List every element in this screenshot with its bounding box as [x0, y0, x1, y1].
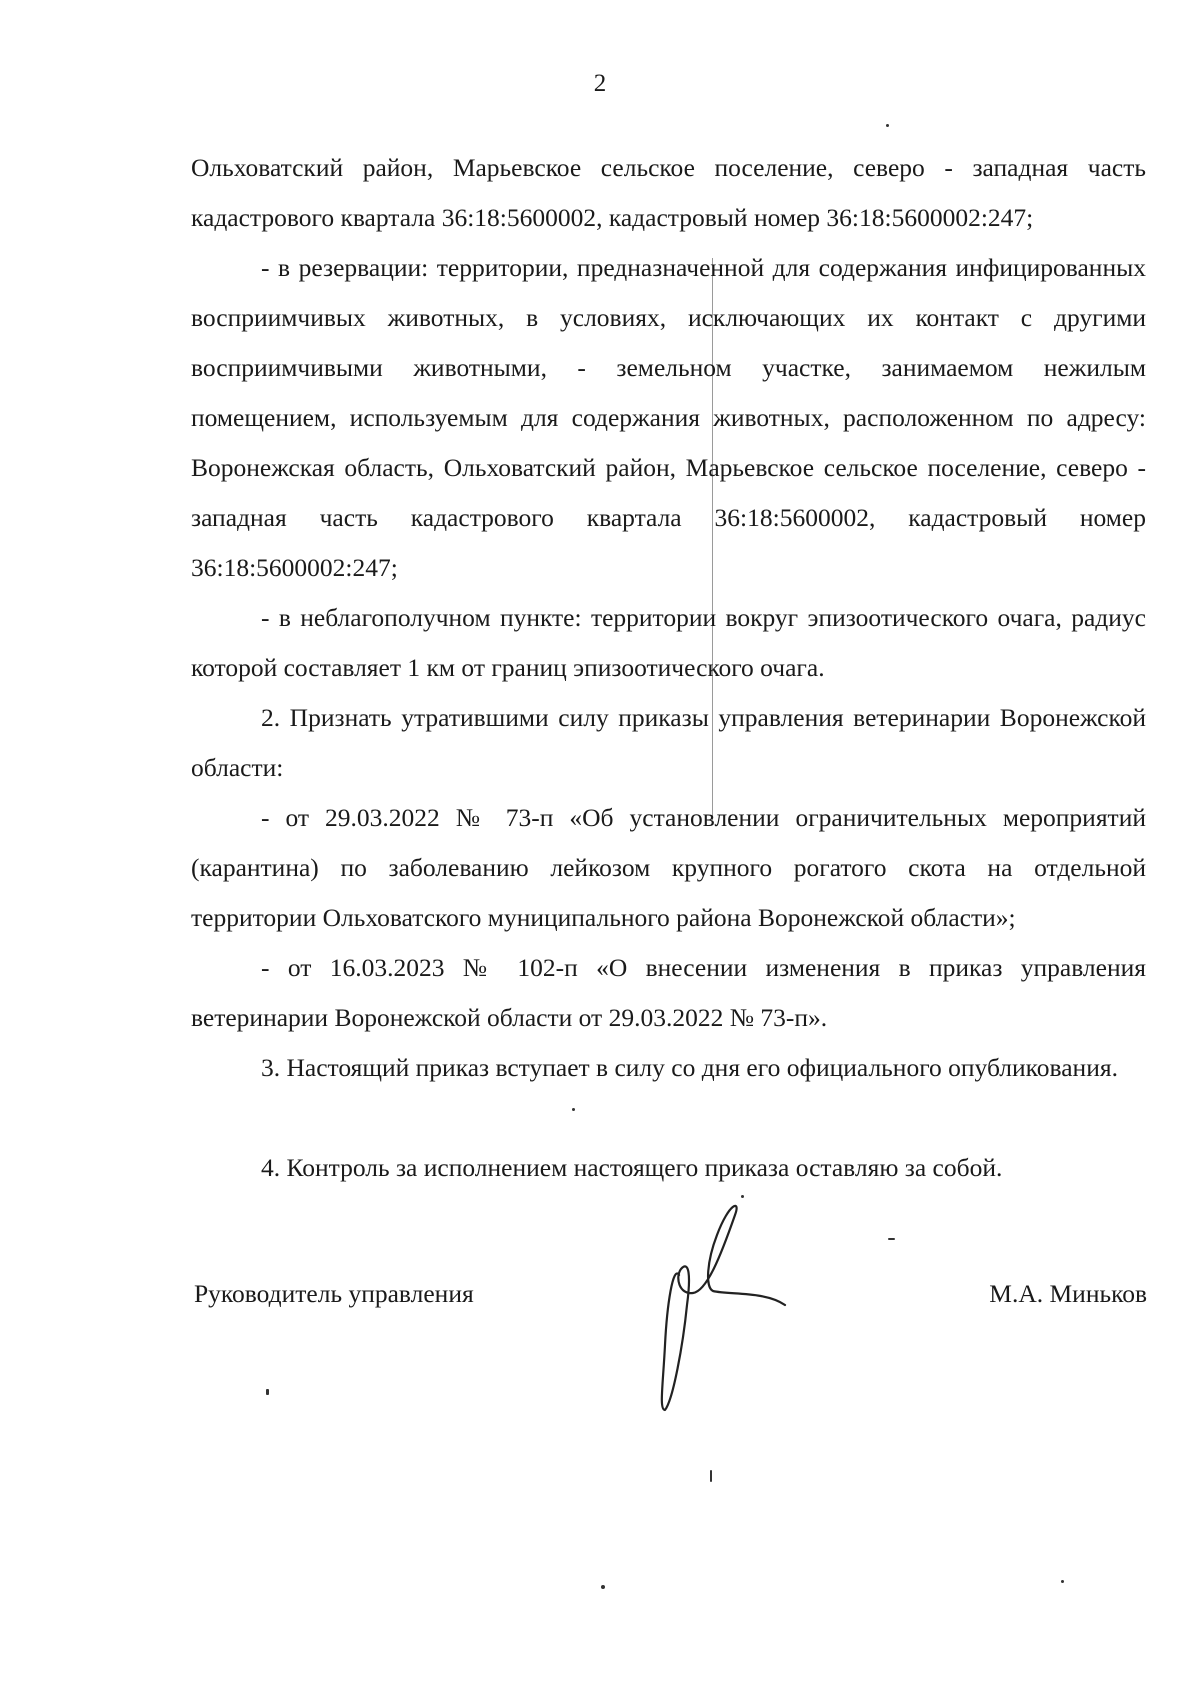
paragraph-continuation: Ольховатский район, Марьевское сельское поселение, северо - западная часть кадастрового квартала 36:18:5600002, кадастровый номер 36:18:5600002:247;: [191, 153, 1146, 232]
scan-speck: [710, 1470, 712, 1482]
paragraph-item-3: 3. Настоящий приказ вступает в силу со дня его официального опубликования.: [261, 1053, 1118, 1082]
signer-position: Руководитель управления: [194, 1279, 474, 1308]
handwritten-signature: [655, 1195, 800, 1425]
paragraph-order-73p: - от 29.03.2022 № 73-п «Об установлении ограничительных мероприятий (карантина) по заболеванию лейкозом крупного рогатого скота на отдельной территории Ольховатского муниципального района Воронежской области»;: [191, 803, 1146, 932]
scan-speck: [266, 1389, 269, 1395]
scan-speck: [1061, 1580, 1064, 1583]
paragraph-item-2: 2. Признать утратившими силу приказы управления ветеринарии Воронежской области:: [191, 703, 1146, 782]
signer-name: М.А. Миньков: [989, 1279, 1147, 1308]
paragraph-item-4: 4. Контроль за исполнением настоящего приказа оставляю за собой.: [261, 1153, 1003, 1182]
scan-speck: [886, 124, 889, 127]
paragraph-unfavorable-point: - в неблагополучном пункте: территории вокруг эпизоотического очага, радиус которой составляет 1 км от границ эпизоотического очага.: [191, 603, 1146, 682]
scan-speck: [601, 1585, 605, 1589]
scan-speck: [572, 1108, 575, 1111]
paragraph-order-102p: - от 16.03.2023 № 102-п «О внесении изменения в приказ управления ветеринарии Воронежской области от 29.03.2022 № 73-п».: [191, 953, 1146, 1032]
scan-speck: [741, 1195, 744, 1198]
paragraph-reservation: - в резервации: территории, предназначенной для содержания инфицированных восприимчивых животных, в условиях, исключающих их контакт с другими восприимчивыми животными, - земельном участке, занимаемом нежилым помещением, используемым для содержания животных, расположенном по адресу: Воронежская область, Ольховатский район, Марьевское сельское поселение, северо - западная часть кадастрового квартала 36:18:5600002, кадастровый номер 36:18:5600002:247;: [191, 253, 1146, 582]
page-number: 2: [593, 70, 607, 97]
scan-speck: [888, 1238, 895, 1240]
